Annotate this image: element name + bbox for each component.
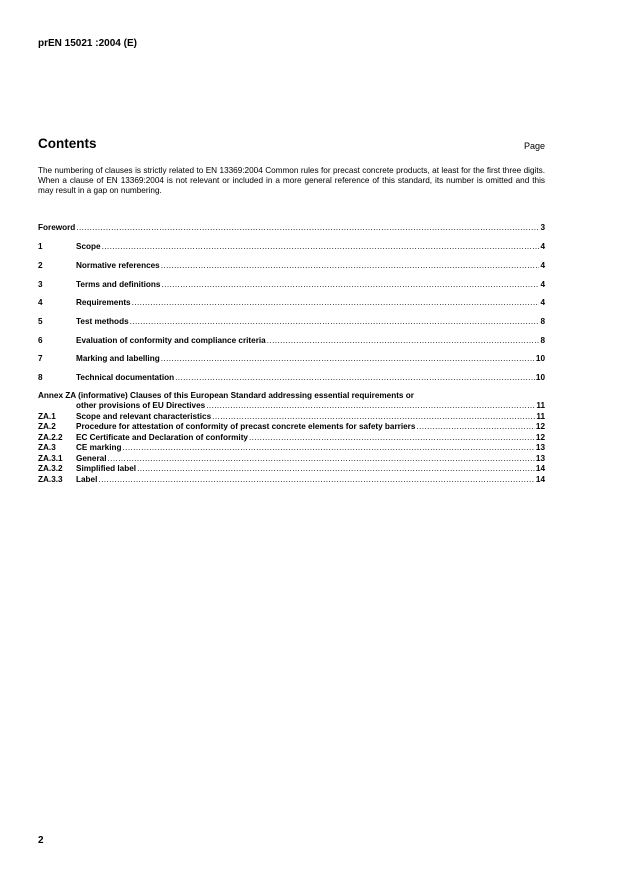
dot-leader — [130, 316, 540, 327]
dot-leader — [161, 353, 535, 364]
contents-title: Contents — [38, 136, 97, 151]
toc-entry-title: Evaluation of conformity and compliance criteria — [76, 336, 266, 345]
toc-entry-number: 3 — [38, 280, 43, 289]
toc-entry-title: Technical documentation — [76, 373, 175, 382]
toc-entry-7[interactable] — [38, 353, 545, 364]
toc-entry-page: 11 — [536, 412, 545, 421]
toc-entry-title: Simplified label — [76, 464, 137, 473]
dot-leader — [123, 442, 535, 453]
toc-entry-number: 8 — [38, 373, 43, 382]
toc-entry-number: ZA.2.2 — [38, 433, 63, 442]
dot-leader — [98, 474, 535, 485]
toc-entry-page: 8 — [540, 317, 545, 326]
toc-entry-number: 4 — [38, 298, 43, 307]
toc-entry-number: ZA.2 — [38, 422, 56, 431]
page-column-label: Page — [523, 141, 545, 151]
toc-entry-4[interactable] — [38, 297, 545, 308]
page-number: 2 — [38, 835, 44, 846]
toc-entry-page: 4 — [540, 280, 545, 289]
toc-entry-page: 10 — [535, 373, 545, 382]
toc-entry-title: Test methods — [76, 317, 129, 326]
toc-entry-number: ZA.3.1 — [38, 454, 63, 463]
toc-entry-5[interactable] — [38, 316, 545, 327]
toc-entry-number: 1 — [38, 242, 43, 251]
toc-entry-number: ZA.1 — [38, 412, 56, 421]
dot-leader — [161, 279, 539, 290]
toc-entry-page: 4 — [540, 261, 545, 270]
toc-entry-3[interactable] — [38, 279, 545, 290]
dot-leader — [102, 241, 540, 252]
toc-entry-page: 4 — [540, 242, 545, 251]
dot-leader — [206, 400, 535, 411]
toc-entry-page: 13 — [535, 443, 545, 452]
toc-entry-title: Scope — [76, 242, 101, 251]
toc-entry-za3-2[interactable] — [38, 463, 545, 474]
toc-annex-heading[interactable]: Annex ZA (informative) Clauses of this European Standard addressing essential requirements or — [38, 391, 414, 400]
dot-leader — [137, 463, 535, 474]
toc-entry-title: Terms and definitions — [76, 280, 161, 289]
toc-entry-title: Label — [76, 475, 98, 484]
toc-entry-foreword[interactable] — [38, 222, 545, 233]
toc-entry-number: 7 — [38, 354, 43, 363]
toc-entry-number: ZA.3.3 — [38, 475, 63, 484]
toc-entry-number: ZA.3.2 — [38, 464, 63, 473]
toc-entry-title: General — [76, 454, 107, 463]
toc-entry-8[interactable] — [38, 372, 545, 383]
toc-entry-za3[interactable] — [38, 442, 545, 453]
toc-entry-za3-3[interactable] — [38, 474, 545, 485]
dot-leader — [175, 372, 535, 383]
dot-leader — [76, 222, 539, 233]
toc-entry-title: Marking and labelling — [76, 354, 160, 363]
toc-entry-number: 6 — [38, 336, 43, 345]
toc-entry-title: Normative references — [76, 261, 160, 270]
toc-annex-entry[interactable] — [38, 400, 545, 411]
toc-entry-page: 4 — [540, 298, 545, 307]
toc-entry-page: 12 — [535, 433, 545, 442]
toc-entry-title: other provisions of EU Directives — [76, 401, 206, 410]
toc-entry-number: 5 — [38, 317, 43, 326]
toc-entry-title: Requirements — [76, 298, 131, 307]
toc-entry-number: ZA.3 — [38, 443, 56, 452]
toc-entry-title: Procedure for attestation of conformity of precast concrete elements for safety barriers — [76, 422, 416, 431]
dot-leader — [161, 260, 540, 271]
toc-entry-page: 13 — [535, 454, 545, 463]
toc-entry-page: 8 — [540, 336, 545, 345]
dot-leader — [416, 421, 534, 432]
dot-leader — [132, 297, 540, 308]
dot-leader — [267, 335, 540, 346]
toc-entry-page: 11 — [536, 401, 545, 410]
toc-entry-2[interactable] — [38, 260, 545, 271]
toc-entry-6[interactable] — [38, 335, 545, 346]
toc-entry-page: 12 — [535, 422, 545, 431]
toc-entry-title: Foreword — [38, 223, 76, 232]
toc-entry-page: 10 — [535, 354, 545, 363]
toc-entry-title: Scope and relevant characteristics — [76, 412, 212, 421]
toc-entry-title: EC Certificate and Declaration of conformity — [76, 433, 248, 442]
toc-entry-page: 3 — [540, 223, 545, 232]
toc-entry-za2[interactable] — [38, 421, 545, 432]
intro-paragraph: The numbering of clauses is strictly related to EN 13369:2004 Common rules for precast concrete products, at least for the first three digits. When a clause of EN 13369:2004 is not relevant or included in a more general reference of this standard, its number is omitted and this may result in a gap on numbering. — [38, 166, 545, 196]
document-id: prEN 15021 :2004 (E) — [38, 38, 137, 49]
toc-entry-page: 14 — [535, 464, 545, 473]
toc-entry-page: 14 — [535, 475, 545, 484]
toc-entry-1[interactable] — [38, 241, 545, 252]
toc-entry-title: CE marking — [76, 443, 122, 452]
toc-entry-number: 2 — [38, 261, 43, 270]
